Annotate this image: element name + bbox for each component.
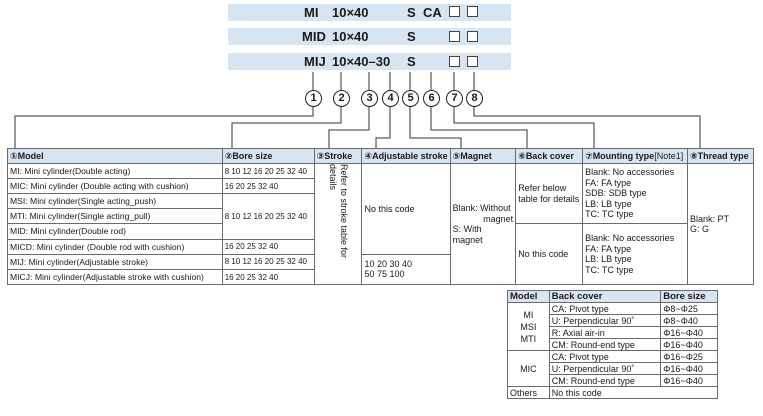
- stroke-text: Refer to stroke table for details: [328, 164, 350, 259]
- mounting-cell: Blank: No accessories FA: FA type SDB: SDB type LB: LB type TC: TC type: [583, 164, 688, 224]
- header-bore: ②Bore size: [222, 149, 314, 164]
- callout-5: 5: [402, 90, 419, 107]
- bore-cell: 8 10 12 16 20 25 32 40: [222, 254, 314, 269]
- code-bore: 10×40: [332, 5, 369, 20]
- sub-cover-cell: R: Axial air-in: [549, 327, 660, 339]
- adjustable-values-cell: 10 20 30 40 50 75 100: [362, 254, 450, 284]
- bore-cell: 16 20 25 32 40: [222, 239, 314, 254]
- sub-cover-cell: CA: Pivot type: [549, 351, 660, 363]
- callout-4: 4: [382, 90, 399, 107]
- magnet-cell: Blank: Without magnet S: With magnet: [450, 164, 516, 285]
- header-magnet: ⑤Magnet: [450, 149, 516, 164]
- sub-cover-cell: CM: Round-end type: [549, 339, 660, 351]
- model-cell: MICJ: Mini cylinder(Adjustable stroke with cushion): [8, 270, 223, 285]
- sub-bore-cell: Φ16~Φ40: [661, 375, 718, 387]
- ordering-code-table: [7, 148, 754, 285]
- back-cover-refer-cell: Refer below table for details: [516, 164, 583, 224]
- code-mount: S: [407, 5, 416, 20]
- sub-others-cover: No this code: [549, 387, 717, 399]
- bore-cell: 8 10 12 16 20 25 32 40: [222, 164, 314, 179]
- back-cover-none-cell: No this code: [516, 224, 583, 285]
- table-row: [508, 387, 718, 399]
- code-model: MI: [304, 5, 319, 20]
- sub-header-model: Model: [508, 291, 550, 303]
- sub-bore-cell: Φ8~Φ40: [661, 315, 718, 327]
- bore-cell: 16 20 25 32 40: [222, 270, 314, 285]
- back-cover-table: [507, 290, 718, 399]
- model-cell: MI: Mini cylinder(Double acting): [8, 164, 223, 179]
- sub-others-model: Others: [508, 387, 550, 399]
- callout-8: 8: [466, 90, 483, 107]
- model-cell: MIC: Mini cylinder (Double acting with cushion): [8, 179, 223, 194]
- sub-model-group-1: MI MSI MTI: [508, 303, 550, 351]
- code-bore: 10×40: [332, 29, 369, 44]
- table-row: [508, 351, 718, 363]
- adjustable-none-cell: No this code: [362, 164, 450, 255]
- mounting-cell-2: Blank: No accessories FA: FA type LB: LB type TC: TC type: [583, 224, 688, 285]
- sub-cover-cell: CM: Round-end type: [549, 375, 660, 387]
- code-mount: S: [407, 54, 416, 69]
- header-back-cover: ⑥Back cover: [516, 149, 583, 164]
- code-cover: CA: [423, 5, 442, 20]
- sub-bore-cell: Φ16~Φ40: [661, 339, 718, 351]
- code-model: MIJ: [304, 54, 326, 69]
- model-cell: MTI: Mini cylinder(Single acting_pull): [8, 209, 223, 224]
- header-model: ①Model: [8, 149, 223, 164]
- sub-bore-cell: Φ8~Φ25: [661, 303, 718, 315]
- model-cell: MICD: Mini cylinder (Double rod with cushion): [8, 239, 223, 254]
- code-model: MID: [302, 29, 326, 44]
- callout-6: 6: [423, 90, 440, 107]
- header-adjustable: ④Adjustable stroke: [362, 149, 450, 164]
- sub-bore-cell: Φ16~Φ40: [661, 363, 718, 375]
- table-row: [508, 303, 718, 315]
- callout-3: 3: [361, 90, 378, 107]
- sub-header-row: [508, 291, 718, 303]
- model-cell: MIJ: Mini cylinder(Adjustable stroke): [8, 254, 223, 269]
- callout-7: 7: [446, 90, 463, 107]
- header-stroke: ③Stroke: [314, 149, 362, 164]
- header-thread: ⑧Thread type: [688, 149, 754, 164]
- thread-cell: Blank: PT G: G: [688, 164, 754, 285]
- sub-cover-cell: U: Perpendicular 90˚: [549, 315, 660, 327]
- sub-cover-cell: CA: Pivot type: [549, 303, 660, 315]
- sub-bore-cell: Φ16~Φ40: [661, 327, 718, 339]
- bore-cell: 8 10 12 16 20 25 32 40: [222, 194, 314, 240]
- model-cell: MID: Mini cylinder(Double rod): [8, 224, 223, 239]
- header-row: [8, 149, 754, 164]
- sub-cover-cell: U: Perpendicular 90˚: [549, 363, 660, 375]
- model-cell: MSI: Mini cylinder(Single acting_push): [8, 194, 223, 209]
- sub-bore-cell: Φ16~Φ25: [661, 351, 718, 363]
- bore-cell: 16 20 25 32 40: [222, 179, 314, 194]
- header-mounting: ⑦Mounting type[Note1]: [583, 149, 688, 164]
- callout-2: 2: [333, 90, 350, 107]
- callout-1: 1: [305, 90, 322, 107]
- code-bore: 10×40–30: [332, 54, 391, 69]
- sub-model-group-2: MIC: [508, 351, 550, 387]
- stroke-cell: [314, 164, 362, 285]
- table-row: [8, 164, 754, 179]
- sub-header-back-cover: Back cover: [549, 291, 660, 303]
- sub-header-bore: Bore size: [661, 291, 718, 303]
- code-mount: S: [407, 29, 416, 44]
